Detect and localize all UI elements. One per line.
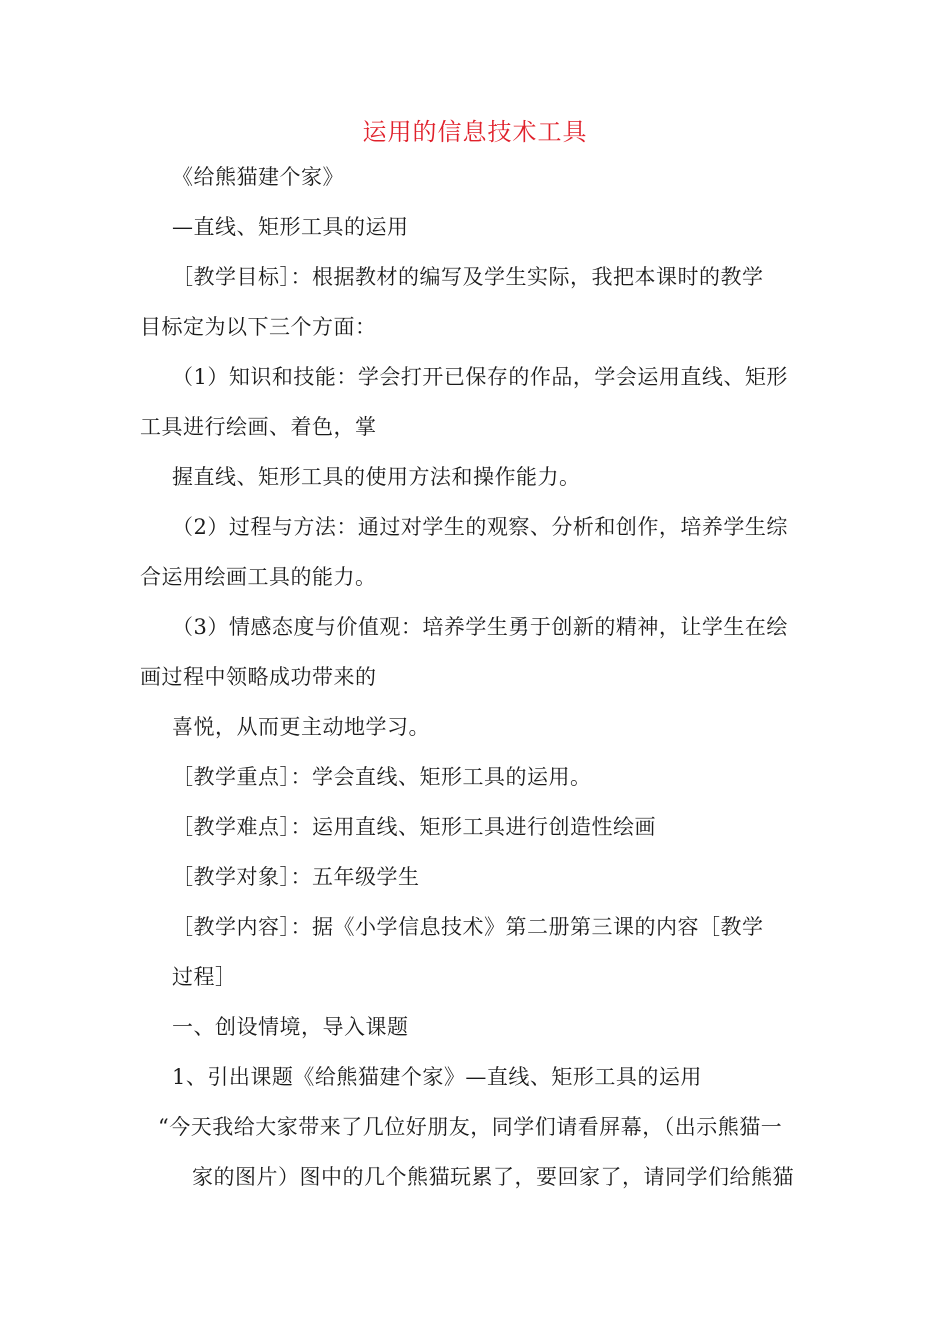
text-line: 握直线、矩形工具的使用方法和操作能力。 [172, 465, 581, 489]
text-line: 工具进行绘画、着色，掌 [140, 415, 377, 439]
text-line: 目标定为以下三个方面： [140, 315, 377, 339]
text-line: ［教学重点］：学会直线、矩形工具的运用。 [172, 765, 592, 789]
text-line: 喜悦，从而更主动地学习。 [172, 715, 430, 739]
text-line-subtitle: 《给熊猫建个家》 [172, 165, 344, 189]
text-line: 过程］ [172, 965, 237, 989]
text-line: 合运用绘画工具的能力。 [140, 565, 377, 589]
document-title: 运用的信息技术工具 [362, 118, 588, 146]
text-line: ［教学目标］：根据教材的编写及学生实际，我把本课时的教学 [172, 265, 764, 289]
text-line: “今天我给大家带来了几位好朋友，同学们请看屏幕，（出示熊猫一 [158, 1115, 783, 1139]
text-line: （3）情感态度与价值观：培养学生勇于创新的精神，让学生在绘 [172, 615, 788, 639]
text-line: ［教学难点］：运用直线、矩形工具进行创造性绘画 [172, 815, 656, 839]
text-line: ［教学内容］：据《小学信息技术》第二册第三课的内容［教学 [172, 915, 764, 939]
text-line-subheading: —直线、矩形工具的运用 [172, 215, 409, 239]
text-line: ［教学对象］：五年级学生 [172, 865, 420, 889]
text-line: 画过程中领略成功带来的 [140, 665, 377, 689]
text-line: 一、创设情境，导入课题 [172, 1015, 409, 1039]
text-line: 1、引出课题《给熊猫建个家》—直线、矩形工具的运用 [172, 1065, 702, 1089]
text-line: 家的图片）图中的几个熊猫玩累了，要回家了，请同学们给熊猫 [192, 1165, 794, 1189]
text-line: （1）知识和技能：学会打开已保存的作品，学会运用直线、矩形 [172, 365, 788, 389]
text-line: （2）过程与方法：通过对学生的观察、分析和创作，培养学生综 [172, 515, 788, 539]
